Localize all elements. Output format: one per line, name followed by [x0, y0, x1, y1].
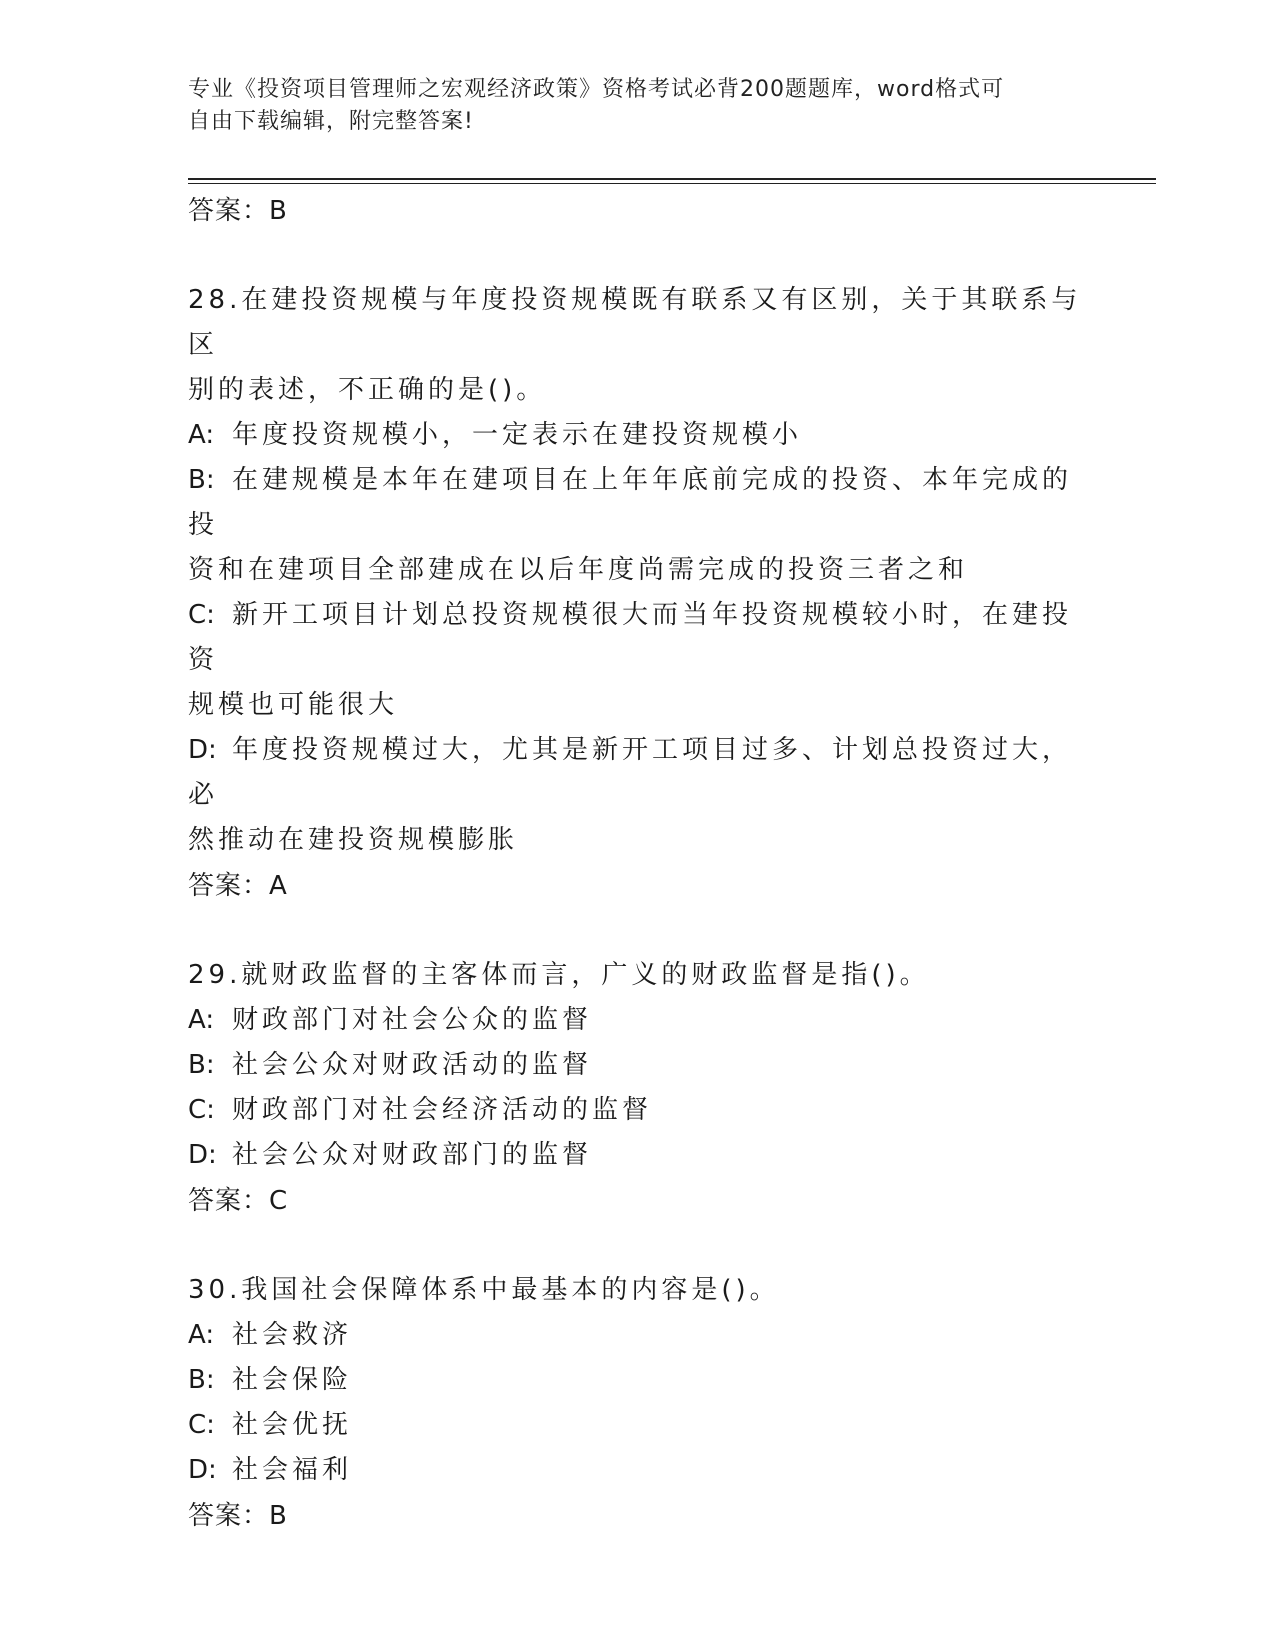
option-b [188, 1358, 1088, 1403]
option-text: 年度投资规模小，一定表示在建投资规模小 [232, 420, 803, 450]
option-letter: C: [188, 1095, 215, 1125]
header-divider-thick [188, 178, 1156, 180]
option-b [188, 1043, 1088, 1088]
option-letter: A: [188, 1005, 215, 1035]
option-text: 财政部门对社会经济活动的监督 [232, 1095, 653, 1125]
question-30 [188, 1268, 1088, 1539]
answer-line: 答案：B [188, 1501, 288, 1531]
option-letter: B: [188, 465, 215, 495]
question-stem-line: 30.我国社会保障体系中最基本的内容是()。 [188, 1275, 780, 1305]
option-text: 年度投资规模过大，尤其是新开工项目过多、计划总投资过大，必 [188, 735, 1073, 810]
option-a [188, 413, 1088, 458]
page-header [188, 74, 1068, 138]
option-letter: B: [188, 1050, 215, 1080]
option-d [188, 1448, 1088, 1493]
option-c [188, 593, 1088, 683]
option-text: 社会公众对财政活动的监督 [232, 1050, 593, 1080]
option-letter: A: [188, 420, 215, 450]
option-c [188, 1088, 1088, 1133]
option-a [188, 998, 1088, 1043]
option-text: 社会保险 [232, 1365, 353, 1395]
question-stem-line: 28.在建投资规模与年度投资规模既有联系又有区别，关于其联系与区 [188, 285, 1082, 360]
option-letter: A: [188, 1320, 215, 1350]
option-text: 社会救济 [232, 1320, 353, 1350]
header-line-1: 专业《投资项目管理师之宏观经济政策》资格考试必背200题题库，word格式可 [188, 77, 1005, 102]
option-b [188, 458, 1088, 548]
answer-line: 答案：C [188, 1186, 289, 1216]
header-line-2: 自由下载编辑，附完整答案! [188, 109, 474, 134]
answer-line-prev: 答案：B [188, 196, 288, 226]
option-letter: C: [188, 1410, 215, 1440]
option-text: 财政部门对社会公众的监督 [232, 1005, 593, 1035]
option-a [188, 1313, 1088, 1358]
answer-line: 答案：A [188, 871, 288, 901]
option-text-continued: 资和在建项目全部建成在以后年度尚需完成的投资三者之和 [188, 555, 969, 585]
option-text-continued: 然推动在建投资规模膨胀 [188, 825, 519, 855]
option-c [188, 1403, 1088, 1448]
option-text-continued: 规模也可能很大 [188, 690, 399, 720]
option-d [188, 728, 1088, 818]
question-29 [188, 953, 1088, 1224]
option-text: 社会优抚 [232, 1410, 353, 1440]
option-letter: C: [188, 600, 215, 630]
question-28 [188, 278, 1088, 909]
option-letter: D: [188, 735, 217, 765]
option-text: 社会福利 [232, 1455, 353, 1485]
option-d [188, 1133, 1088, 1178]
option-text: 社会公众对财政部门的监督 [232, 1140, 593, 1170]
question-stem-line: 别的表述，不正确的是()。 [188, 375, 547, 405]
option-text: 新开工项目计划总投资规模很大而当年投资规模较小时，在建投资 [188, 600, 1073, 675]
option-letter: B: [188, 1365, 215, 1395]
option-letter: D: [188, 1140, 217, 1170]
option-text: 在建规模是本年在建项目在上年年底前完成的投资、本年完成的投 [188, 465, 1073, 540]
header-divider-thin [188, 183, 1156, 184]
question-content [188, 188, 1088, 1539]
question-stem-line: 29.就财政监督的主客体而言，广义的财政监督是指()。 [188, 960, 930, 990]
option-letter: D: [188, 1455, 217, 1485]
